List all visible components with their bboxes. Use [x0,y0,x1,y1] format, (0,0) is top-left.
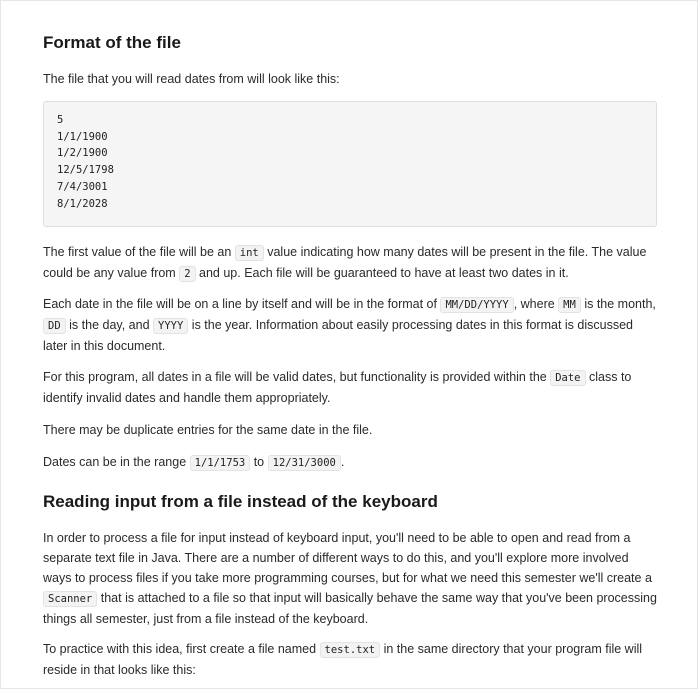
paragraph-file-input [43,528,658,629]
code-line: 8/1/2028 [57,197,108,210]
text-run: For this program, all dates in a file will be valid dates, but functionality is provided within the [43,370,547,384]
section-heading-reading-input: Reading input from a file instead of the keyboard [43,492,438,511]
code-line: 5 [57,114,64,126]
intro-paragraph: The file that you will read dates from will look like this: [43,72,340,86]
paragraph-practice [43,639,658,680]
text-run: and up. Each file will be guaranteed to have at least two dates in it. [199,266,569,280]
inline-code: DD [43,318,66,334]
inline-code: Date [550,370,585,386]
text-run: Each date in the file will be on a line by itself and will be in the format of [43,297,437,311]
text-run: . [340,455,345,469]
code-line: 1/2/1900 [57,147,108,160]
code-line: 7/4/3001 [57,180,108,193]
inline-code: MM [558,297,581,313]
text-run: In order to process a file for input instead of keyboard input, you'll need to be able to open and read from a separate text file in Java. There are a number of different ways to do this, and you'll explore more involved ways to process files if you take more programming courses, but for what we need this semester we'll create a [43,531,652,585]
text-run: is the year. Information about easily processing dates in this format is discussed later in this document. [43,318,633,353]
inline-code: int [235,245,264,261]
text-run: is the month, [584,297,656,311]
inline-code: MM/DD/YYYY [440,297,513,313]
paragraph-date-format [43,294,658,356]
section-heading-format: Format of the file [43,33,181,52]
paragraph-valid-dates [43,367,658,408]
inline-code: YYYY [153,318,188,334]
paragraph-duplicates: There may be duplicate entries for the same date in the file. [43,423,373,437]
paragraph-date-range [43,452,658,473]
text-run: that is attached to a file so that input will basically behave the same way that you've been processing things all semester, just from a file instead of the keyboard. [43,591,657,626]
paragraph-first-value [43,242,658,284]
text-run: Dates can be in the range [43,455,187,469]
text-run: class to identify invalid dates and handle them appropriately. [43,370,632,405]
text-run: , where [513,297,555,311]
text-run: to [253,455,265,469]
code-line: 12/5/1798 [57,164,114,177]
text-run: is the day, and [69,318,150,332]
text-run: value indicating how many dates will be present in the file. The value could be any value from [43,245,647,280]
inline-code: 12/31/3000 [268,455,341,471]
inline-code: Scanner [43,591,97,607]
inline-code: 1/1/1753 [190,455,251,471]
code-block-sample-file [43,101,657,227]
inline-code: 2 [179,266,195,282]
code-line: 1/1/1900 [57,130,108,143]
inline-code: test.txt [320,642,381,658]
text-run: in the same directory that your program file will reside in that looks like this: [43,642,643,677]
text-run: To practice with this idea, first create a file named [43,642,317,656]
text-run: The first value of the file will be an [43,245,232,259]
